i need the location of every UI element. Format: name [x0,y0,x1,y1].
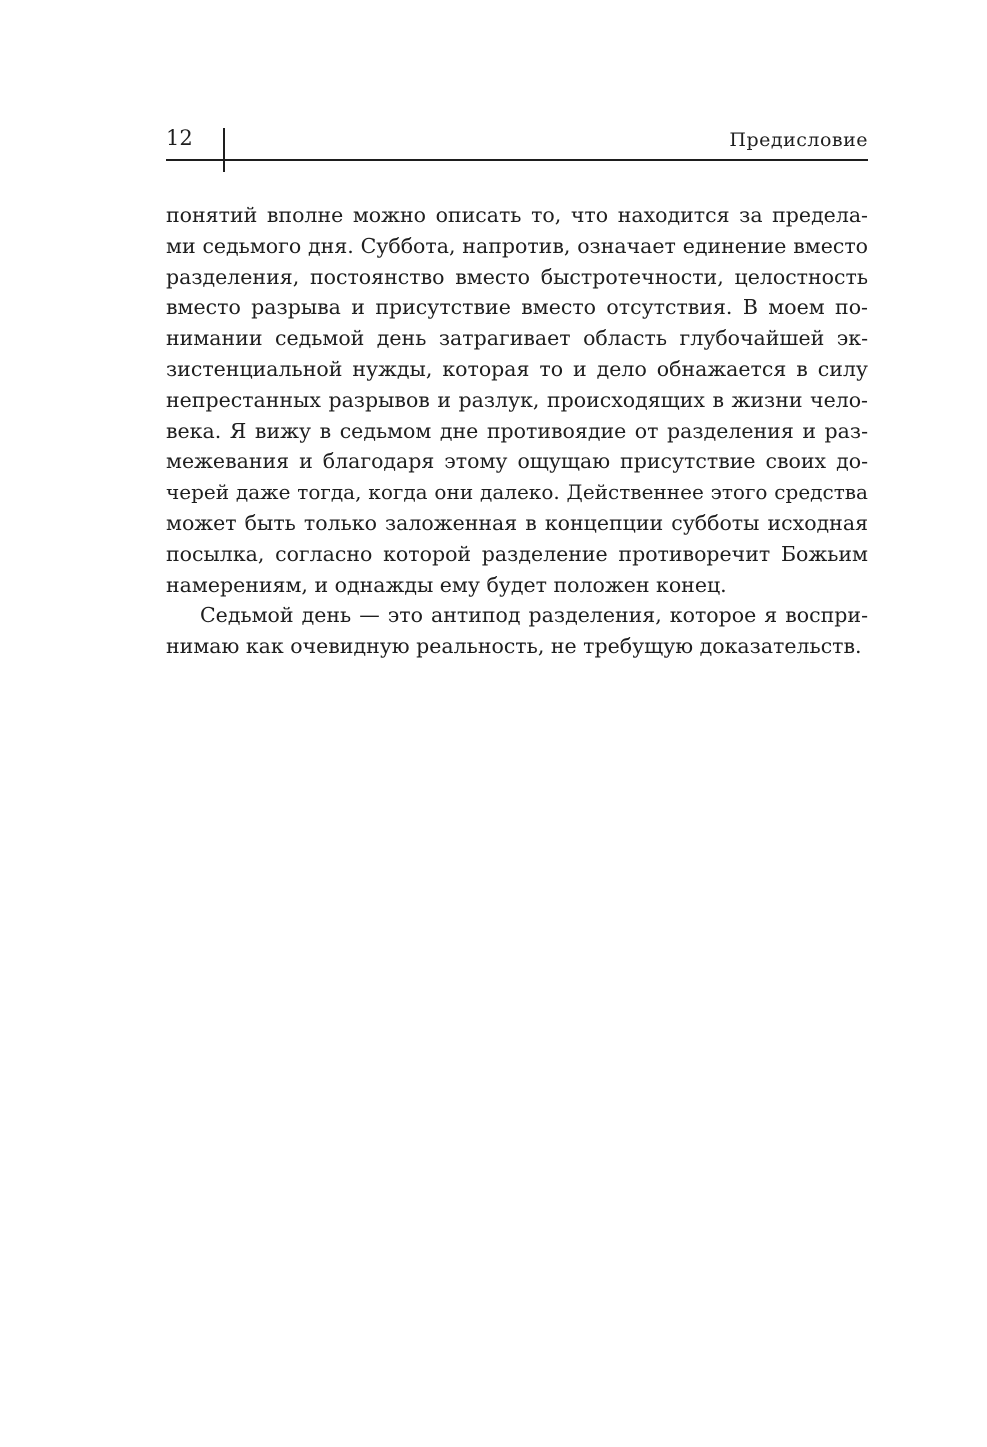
text-line: нимаю как очевидную реальность, не требущую доказательств. [166,634,862,659]
text-line: Седьмой день — это антипод разделения, которое я воспри- [200,603,868,628]
body-text [166,200,868,662]
text-line: черей даже тогда, когда они далеко. Действеннее этого средства [166,480,868,505]
text-line: вместо разрыва и присутствие вместо отсутствия. В моем по- [166,295,868,320]
paragraph-1 [166,200,868,600]
page-number: 12 [166,126,193,150]
header-rule-horizontal [166,159,868,161]
text-line: намерениям, и однажды ему будет положен конец. [166,572,727,597]
text-line: понятий вполне можно описать то, что находится за предела- [166,203,868,227]
running-head-title: Предисловие [729,129,868,151]
paragraph-2 [166,600,868,662]
text-line: непрестанных разрывов и разлук, происходящих в жизни чело- [166,387,868,412]
text-line: межевания и благодаря этому ощущаю присутствие своих до- [166,449,868,474]
text-line: нимании седьмой день затрагивает область глубочайшей эк- [166,326,868,351]
text-line: ми седьмого дня. Суббота, напротив, означает единение вместо [166,233,868,258]
text-line: может быть только заложенная в концепции субботы исходная [166,510,868,535]
text-line: посылка, согласно которой разделение противоречит Божьим [166,541,868,566]
text-line: зистенциальной нужды, которая то и дело обнажается в силу [166,356,868,381]
text-line: разделения, постоянство вместо быстротечности, целостность [166,264,868,289]
header-rule-vertical [223,128,225,172]
text-line: века. Я вижу в седьмом дне противоядие от разделения и раз- [166,418,868,443]
